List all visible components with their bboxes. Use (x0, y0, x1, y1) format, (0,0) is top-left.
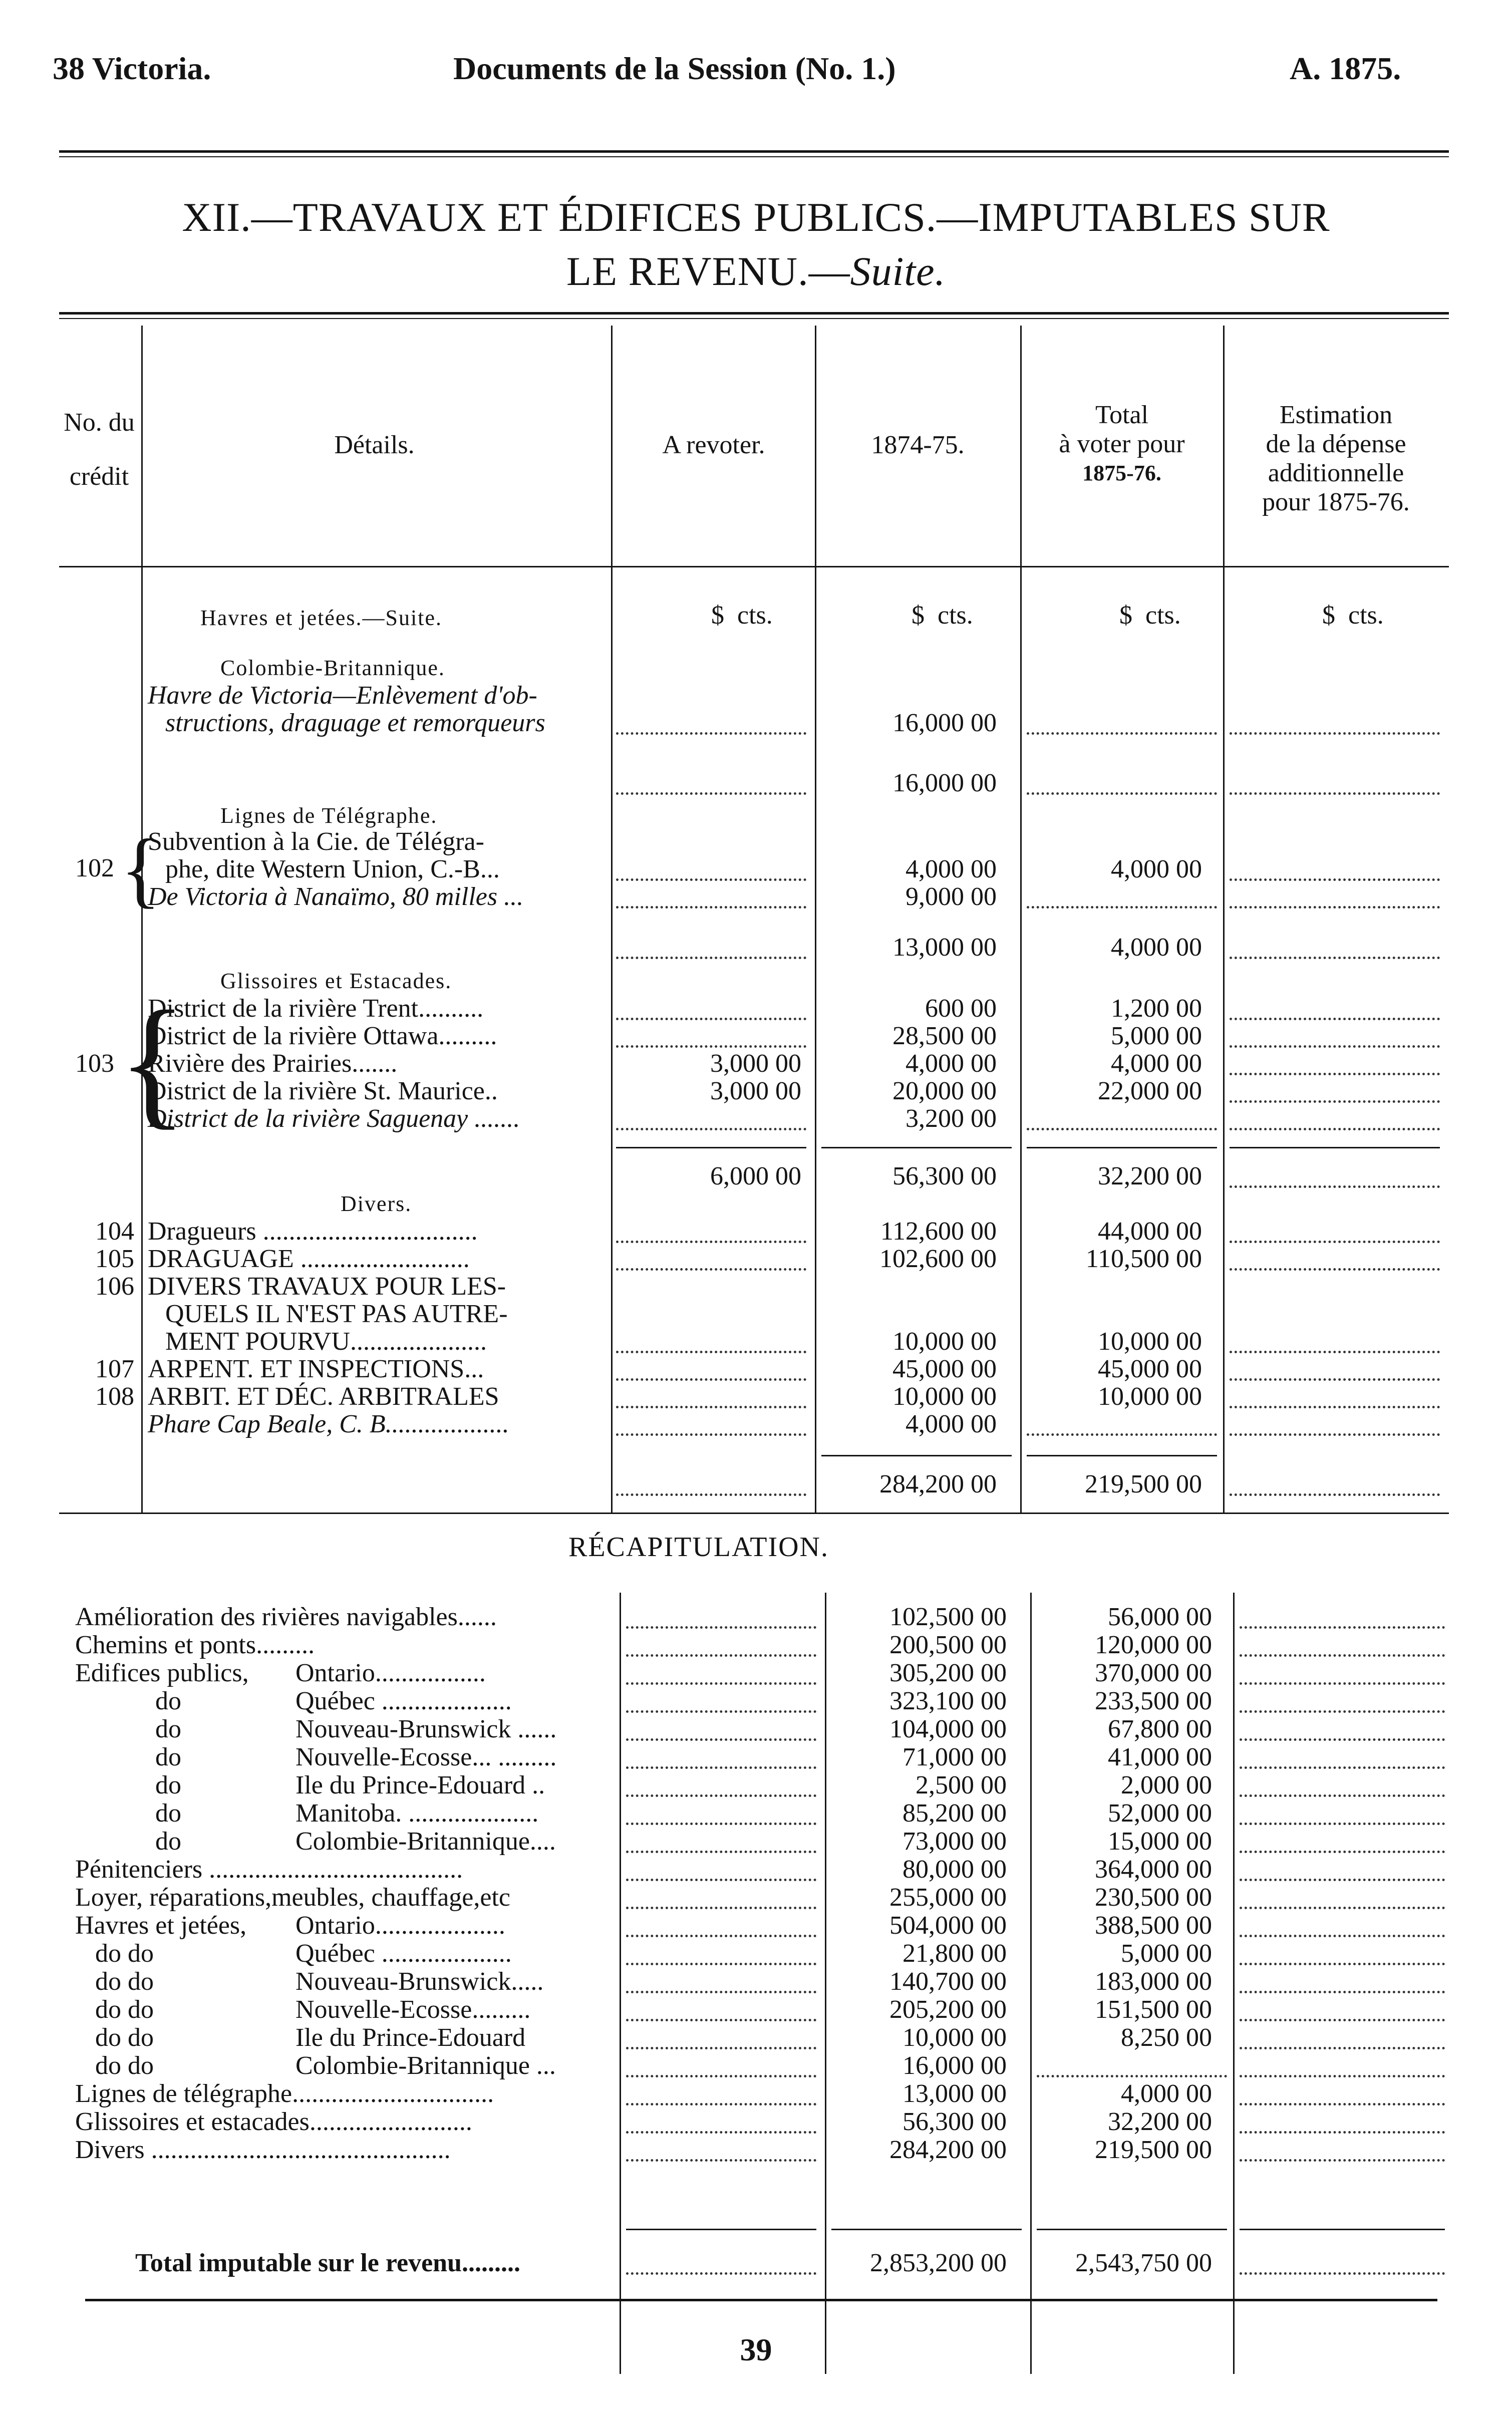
leader (626, 1991, 816, 1993)
section-glissoires: Glissoires et Estacades. (220, 969, 452, 993)
col-divider-3 (815, 326, 816, 1513)
recap-row-total: 120,000 00 (1095, 1631, 1212, 1659)
leader (1240, 1710, 1445, 1713)
leader (1240, 1682, 1445, 1685)
arpent-label: ARPENT. ET INSPECTIONS... (148, 1355, 484, 1383)
recap-row-province: Québec .................... (295, 1939, 512, 1968)
col-divider-5 (1223, 326, 1225, 1513)
leader (626, 2047, 816, 2049)
wu-line-1: Subvention à la Cie. de Télégra- (148, 827, 484, 856)
leader (1027, 1128, 1217, 1130)
recap-row-year: 10,000 00 (902, 2023, 1007, 2052)
header-rule-top (59, 150, 1449, 153)
leader (616, 1045, 806, 1048)
units-revoter: $ cts. (711, 601, 773, 630)
credit-107: 107 (95, 1355, 134, 1383)
recap-row-label: do do (95, 2051, 154, 2080)
leader (616, 1241, 806, 1243)
sum-line (1027, 1147, 1217, 1148)
leader (1230, 1100, 1440, 1103)
recap-row-label: do do (95, 1995, 154, 2024)
wu-line-2: phe, dite Western Union, C.-B... (165, 855, 500, 883)
recap-row-year: 21,800 00 (902, 1939, 1007, 1968)
recap-row-year: 85,200 00 (902, 1799, 1007, 1828)
recap-row-label: do (155, 1827, 181, 1856)
leader (626, 2103, 816, 2105)
maurice-label: District de la rivière St. Maurice.. (148, 1077, 498, 1105)
leader (1230, 1128, 1440, 1130)
ottawa-total: 5,000 00 (1111, 1022, 1202, 1050)
leader (1027, 906, 1217, 909)
credit-103: 103 (75, 1049, 114, 1078)
section-havres: Havres et jetées.—Suite. (200, 606, 442, 630)
units-year: $ cts. (912, 601, 973, 630)
leader (1230, 1268, 1440, 1271)
recap-row-province: Nouvelle-Ecosse... ......... (295, 1743, 557, 1771)
recap-row-year: 284,200 00 (889, 2136, 1007, 2164)
divers-line-3: MENT POURVU..................... (165, 1327, 487, 1356)
subtotal-3-year: 56,300 00 (892, 1162, 997, 1190)
maurice-revoter: 3,000 00 (710, 1077, 801, 1105)
recap-row-province: Colombie-Britannique.... (295, 1827, 556, 1856)
leader (1037, 2075, 1227, 2077)
leader (1230, 1406, 1440, 1408)
subtotal-3-revoter: 6,000 00 (710, 1162, 801, 1190)
brace-103: { (118, 981, 188, 1142)
table-top-rule (59, 312, 1449, 315)
dragueurs-total: 44,000 00 (1098, 1217, 1202, 1246)
leader (1230, 1493, 1440, 1496)
credit-108: 108 (95, 1382, 134, 1411)
recap-row-total: 8,250 00 (1121, 2023, 1212, 2052)
leader (1230, 1045, 1440, 1048)
leader (626, 2019, 816, 2021)
leader (1240, 1766, 1445, 1769)
subtotal-3-total: 32,200 00 (1098, 1162, 1202, 1190)
subtotal-2-total: 4,000 00 (1111, 933, 1202, 962)
recap-row-total: 67,800 00 (1108, 1715, 1212, 1743)
recap-row-province: Ile du Prince-Edouard .. (295, 1771, 545, 1799)
leader (616, 1406, 806, 1408)
trent-label: District de la rivière Trent.......... (148, 994, 484, 1023)
leader (1230, 732, 1440, 735)
nanaimo-line: De Victoria à Nanaïmo, 80 milles ... (148, 882, 524, 911)
recap-row-province: Québec .................... (295, 1687, 512, 1715)
ottawa-year: 28,500 00 (892, 1022, 997, 1050)
running-head-left: 38 Victoria. (53, 51, 211, 86)
sum-line (1027, 1455, 1217, 1456)
leader (1240, 2075, 1445, 2077)
dragueurs-year: 112,600 00 (880, 1217, 997, 1246)
trent-year: 600 00 (925, 994, 997, 1023)
leader (616, 1018, 806, 1020)
recap-row-province: Ontario.................... (295, 1911, 505, 1940)
brace-102: { (120, 822, 161, 916)
col-divider-1 (141, 326, 143, 1513)
dragueurs-label: Dragueurs ................................. (148, 1217, 478, 1246)
leader (616, 1128, 806, 1130)
recap-row-year: 205,200 00 (889, 1995, 1007, 2024)
header-no-credit: No. du crédit (64, 408, 135, 491)
leader (1230, 1241, 1440, 1243)
nanaimo-year: 9,000 00 (905, 882, 997, 911)
subtotal-1-year: 16,000 00 (892, 769, 997, 797)
trent-total: 1,200 00 (1111, 994, 1202, 1023)
draguage-year: 102,600 00 (879, 1245, 997, 1273)
leader (626, 1823, 816, 1825)
recap-row-total: 388,500 00 (1095, 1911, 1212, 1940)
recap-row-label: Divers .............................................. (75, 2136, 451, 2164)
leader (626, 1710, 816, 1713)
recap-row-total: 56,000 00 (1108, 1603, 1212, 1631)
recap-row-label: Edifices publics, (75, 1659, 249, 1687)
recap-row-year: 13,000 00 (902, 2079, 1007, 2108)
leader (1230, 792, 1440, 795)
arpent-total: 45,000 00 (1098, 1355, 1202, 1383)
recap-row-label: Amélioration des rivières navigables...... (75, 1603, 497, 1631)
recap-row-year: 16,000 00 (902, 2051, 1007, 2080)
recap-row-label: Chemins et ponts......... (75, 1631, 315, 1659)
recap-row-label: do (155, 1771, 181, 1799)
recap-row-year: 71,000 00 (902, 1743, 1007, 1771)
leader (626, 1682, 816, 1685)
page-number: 39 (740, 2332, 772, 2367)
recap-row-province: Colombie-Britannique ... (295, 2051, 556, 2080)
running-head-center: Documents de la Session (No. 1.) (453, 51, 896, 86)
leader (616, 1351, 806, 1353)
leader (1240, 2131, 1445, 2134)
recap-row-total: 233,500 00 (1095, 1687, 1212, 1715)
subtotal-2-year: 13,000 00 (892, 933, 997, 962)
leader (616, 1493, 806, 1496)
recap-row-label: do (155, 1687, 181, 1715)
recap-row-year: 200,500 00 (889, 1631, 1007, 1659)
recap-row-year: 56,300 00 (902, 2107, 1007, 2136)
recap-row-year: 305,200 00 (889, 1659, 1007, 1687)
recap-divider-2 (825, 1593, 826, 2374)
recap-total-year: 2,853,200 00 (870, 2249, 1007, 2277)
recap-bottom-rule (85, 2299, 1437, 2301)
leader (1240, 2103, 1445, 2105)
sum-line (616, 1147, 806, 1148)
divers-total: 10,000 00 (1098, 1327, 1202, 1356)
beale-label: Phare Cap Beale, C. B................... (148, 1410, 509, 1438)
leader (1230, 1433, 1440, 1436)
leader (626, 1794, 816, 1797)
section-lignes: Lignes de Télégraphe. (220, 803, 438, 828)
sum-line (1240, 2229, 1445, 2230)
leader (616, 878, 806, 881)
credit-104: 104 (95, 1217, 134, 1246)
arpent-year: 45,000 00 (892, 1355, 997, 1383)
header-details: Détails. (334, 431, 415, 459)
leader (1230, 1378, 1440, 1381)
recap-divider-1 (620, 1593, 621, 2374)
leader (1240, 2019, 1445, 2021)
header-estimation: Estimation de la dépense additionnelle pour 1875-76. (1262, 401, 1410, 516)
leader (1240, 1907, 1445, 1909)
recap-row-year: 104,000 00 (889, 1715, 1007, 1743)
recap-row-label: Glissoires et estacades......................... (75, 2107, 472, 2136)
leader (616, 906, 806, 909)
prairies-total: 4,000 00 (1111, 1049, 1202, 1078)
maurice-total: 22,000 00 (1098, 1077, 1202, 1105)
recap-total-total: 2,543,750 00 (1075, 2249, 1212, 2277)
leader (616, 792, 806, 795)
recap-divider-3 (1030, 1593, 1032, 2374)
section-colombie: Colombie-Britannique. (220, 656, 445, 680)
recap-row-year: 255,000 00 (889, 1883, 1007, 1912)
leader (626, 1766, 816, 1769)
grand-year: 284,200 00 (879, 1470, 997, 1498)
leader (626, 1626, 816, 1629)
leader (1230, 957, 1440, 959)
leader (626, 1935, 816, 1937)
arbit-label: ARBIT. ET DÉC. ARBITRALES (148, 1382, 499, 1411)
recap-row-year: 504,000 00 (889, 1911, 1007, 1940)
sum-line (1037, 2229, 1227, 2230)
ottawa-label: District de la rivière Ottawa......... (148, 1022, 497, 1050)
recap-row-total: 151,500 00 (1095, 1995, 1212, 2024)
table-bottom-rule (59, 1513, 1449, 1514)
leader (1240, 1823, 1445, 1825)
sum-line (626, 2229, 816, 2230)
leader (616, 957, 806, 959)
leader (1240, 1794, 1445, 1797)
arbit-total: 10,000 00 (1098, 1382, 1202, 1411)
draguage-label: DRAGUAGE .......................... (148, 1245, 470, 1273)
col-divider-4 (1020, 326, 1022, 1513)
leader (626, 1654, 816, 1657)
recap-row-total: 15,000 00 (1108, 1827, 1212, 1856)
leader (1027, 1433, 1217, 1436)
title-line-1: XII.—TRAVAUX ET ÉDIFICES PUBLICS.—IMPUTABLES SUR (182, 194, 1330, 240)
leader (1240, 1851, 1445, 1853)
credit-105: 105 (95, 1245, 134, 1273)
recap-row-year: 140,700 00 (889, 1967, 1007, 1996)
leader (626, 1907, 816, 1909)
leader (1240, 2159, 1445, 2162)
leader (1230, 878, 1440, 881)
recap-row-label: do do (95, 1967, 154, 1996)
recap-row-label: Havres et jetées, (75, 1911, 247, 1940)
recap-row-label: Loyer, réparations,meubles, chauffage,etc (75, 1883, 510, 1912)
header-bottom-rule (59, 566, 1449, 567)
units-total: $ cts. (1119, 601, 1181, 630)
leader (616, 732, 806, 735)
leader (626, 1879, 816, 1881)
victoria-line-1: Havre de Victoria—Enlèvement d'ob- (148, 681, 537, 710)
recap-total-label: Total imputable sur le revenu......... (135, 2249, 521, 2277)
page-title (0, 190, 1512, 298)
recap-row-province: Manitoba. .................... (295, 1799, 539, 1828)
leader (626, 2159, 816, 2162)
leader (1230, 1185, 1440, 1188)
leader (616, 1378, 806, 1381)
recap-row-label: do do (95, 1939, 154, 1968)
leader (1240, 1991, 1445, 1993)
header-year: 1874-75. (871, 431, 965, 459)
divers-line-1: DIVERS TRAVAUX POUR LES- (148, 1272, 506, 1301)
recap-row-province: Ontario................. (295, 1659, 486, 1687)
recap-row-province: Nouveau-Brunswick..... (295, 1967, 544, 1996)
leader (626, 1851, 816, 1853)
leader (1240, 1935, 1445, 1937)
leader (1240, 2047, 1445, 2049)
leader (1240, 1963, 1445, 1965)
running-head (0, 50, 1512, 105)
recap-row-province: Nouveau-Brunswick ...... (295, 1715, 557, 1743)
recap-row-total: 364,000 00 (1095, 1855, 1212, 1884)
recap-row-total: 230,500 00 (1095, 1883, 1212, 1912)
recap-row-total: 32,200 00 (1108, 2107, 1212, 2136)
leader (616, 1268, 806, 1271)
recap-row-label: do do (95, 2023, 154, 2052)
grand-total: 219,500 00 (1085, 1470, 1202, 1498)
maurice-year: 20,000 00 (892, 1077, 997, 1105)
sum-line (1230, 1147, 1440, 1148)
leader (1230, 1351, 1440, 1353)
recap-row-total: 4,000 00 (1121, 2079, 1212, 2108)
header-total: Total à voter pour 1875-76. (1059, 401, 1185, 485)
recap-row-label: Lignes de télégraphe............................... (75, 2079, 494, 2108)
recap-row-year: 2,500 00 (916, 1771, 1007, 1799)
recap-divider-4 (1233, 1593, 1235, 2374)
recap-row-total: 219,500 00 (1095, 2136, 1212, 2164)
units-estimation: $ cts. (1322, 601, 1384, 630)
prairies-label: Rivière des Prairies....... (148, 1049, 398, 1078)
prairies-revoter: 3,000 00 (710, 1049, 801, 1078)
victoria-line-2: structions, draguage et remorqueurs (165, 709, 545, 737)
leader (1027, 792, 1217, 795)
recap-row-label: do (155, 1799, 181, 1828)
recap-row-year: 73,000 00 (902, 1827, 1007, 1856)
saguenay-label: District de la rivière Saguenay ....... (148, 1104, 520, 1133)
title-line-2: LE REVENU.—Suite. (566, 248, 946, 294)
recap-row-label: do (155, 1743, 181, 1771)
draguage-total: 110,500 00 (1085, 1245, 1202, 1273)
arbit-year: 10,000 00 (892, 1382, 997, 1411)
section-divers: Divers. (341, 1191, 412, 1216)
leader (1230, 1073, 1440, 1075)
recap-row-label: do (155, 1715, 181, 1743)
recap-row-year: 102,500 00 (889, 1603, 1007, 1631)
sum-line (831, 2229, 1022, 2230)
recap-row-total: 183,000 00 (1095, 1967, 1212, 1996)
leader (1027, 732, 1217, 735)
leader (1240, 2272, 1445, 2275)
recap-row-total: 370,000 00 (1095, 1659, 1212, 1687)
col-divider-2 (611, 326, 613, 1513)
table-top-rule-2 (59, 318, 1449, 319)
wu-year: 4,000 00 (905, 855, 997, 883)
credit-102: 102 (75, 854, 114, 882)
recap-row-label: Pénitenciers ....................................... (75, 1855, 463, 1884)
recap-row-province: Nouvelle-Ecosse......... (295, 1995, 531, 2024)
leader (1230, 1018, 1440, 1020)
leader (1240, 1626, 1445, 1629)
divers-line-2: QUELS IL N'EST PAS AUTRE- (165, 1300, 508, 1328)
leader (1240, 1879, 1445, 1881)
beale-year: 4,000 00 (905, 1410, 997, 1438)
recap-row-total: 52,000 00 (1108, 1799, 1212, 1828)
leader (1240, 1738, 1445, 1741)
divers-year: 10,000 00 (892, 1327, 997, 1356)
sum-line (821, 1455, 1012, 1456)
recap-row-total: 5,000 00 (1121, 1939, 1212, 1968)
victoria-year: 16,000 00 (892, 709, 997, 737)
saguenay-year: 3,200 00 (905, 1104, 997, 1133)
running-head-right: A. 1875. (1290, 51, 1401, 86)
leader (626, 2131, 816, 2134)
sum-line (821, 1147, 1012, 1148)
header-revoter: A revoter. (662, 431, 765, 459)
wu-total: 4,000 00 (1111, 855, 1202, 883)
leader (1230, 906, 1440, 909)
leader (626, 2272, 816, 2275)
recap-title: RÉCAPITULATION. (568, 1532, 829, 1563)
leader (626, 1738, 816, 1741)
leader (626, 1963, 816, 1965)
recap-row-total: 41,000 00 (1108, 1743, 1212, 1771)
leader (626, 2075, 816, 2077)
credit-106: 106 (95, 1272, 134, 1301)
recap-row-year: 80,000 00 (902, 1855, 1007, 1884)
recap-row-year: 323,100 00 (889, 1687, 1007, 1715)
recap-row-province: Ile du Prince-Edouard (295, 2023, 526, 2052)
leader (616, 1433, 806, 1436)
recap-row-total: 2,000 00 (1121, 1771, 1212, 1799)
header-rule-bottom (59, 156, 1449, 157)
prairies-year: 4,000 00 (905, 1049, 997, 1078)
leader (1240, 1654, 1445, 1657)
